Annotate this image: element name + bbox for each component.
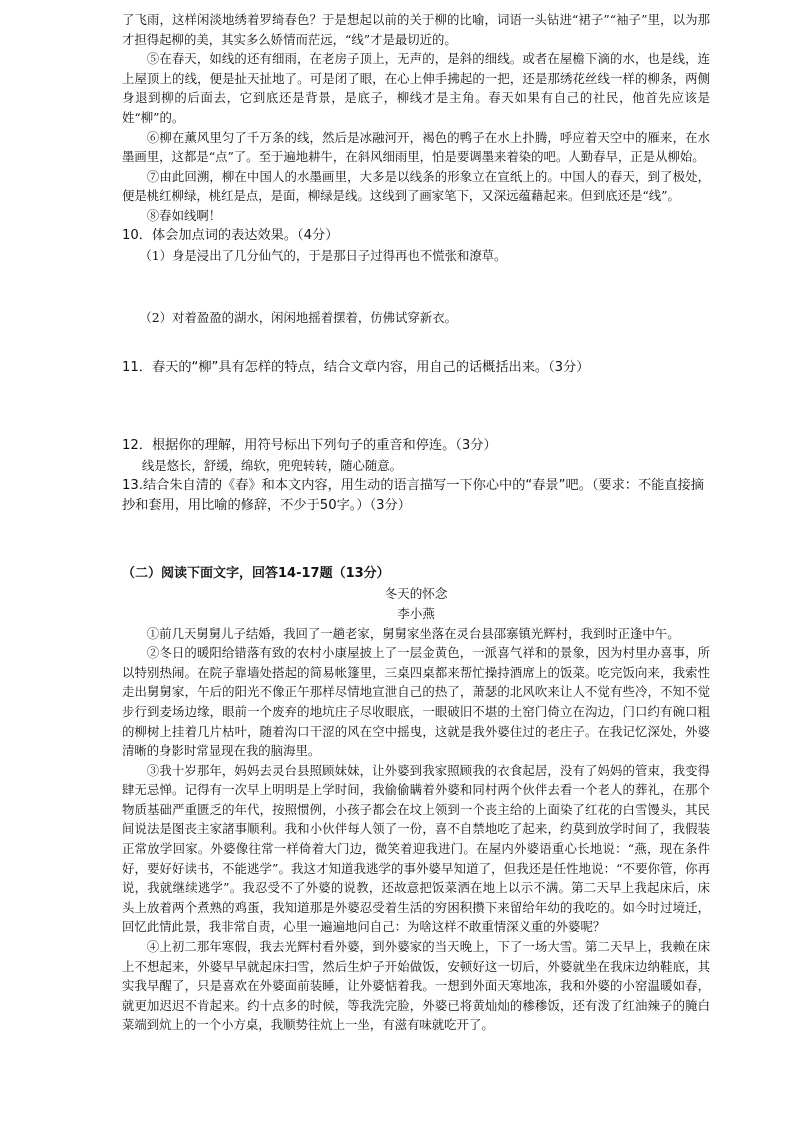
passage-paragraph: ⑦由此回溯，柳在中国人的水墨画里，大多是以线条的形象立在宣纸上的。中国人的春天，到了极处，便是桃红柳绿，桃红是点，是面，柳绿是线。这线到了画家笔下，又深远蕴藉起来。但到底还是“线”。 [122,168,710,204]
article-paragraph: ④上初二那年寒假，我去光辉村看外婆，到外婆家的当天晚上，下了一场大雪。第二天早上，我赖在床上不想起来，外婆早早就起床扫雪，然后生炉子开始做饭，安顿好这一切后，外婆就坐在我床边纳鞋底，其实我早醒了，只是喜欢在外婆面前装睡，让外婆惦着我。一想到外面天寒地冻，我和外婆的小窑温暖如春，就更加迟迟不肯起来。约十点多的时候，等我洗完脸，外婆已将黄灿灿的䅟䅟饭，还有泼了红油辣子的腌白菜端到炕上的一个小方桌，我顺势往炕上一坐，有滋有味就吃开了。 [122,939,710,1033]
passage-paragraph: ⑤在春天，如线的还有细雨，在老房子顶上，无声的，是斜的细线。或者在屋檐下滴的水，也是线，连上屋顶上的线，便是扯天扯地了。可是闭了眼，在心上伸手拂起的一把，还是那绣花丝线一样的柳条，两侧身退到柳的后面去，它到底还是背景，是底子，柳线才是主角。春天如果有自己的社民，他首先应该是姓“柳”的。 [122,51,710,125]
answer-space [122,328,710,358]
question-13-title: 13.结合朱自清的《春》和本文内容，用生动的语言描写一下你心中的“春景”吧。（要求：不能直接摘抄和套用，用比喻的修辞，不少于50字。）（3分） [122,477,704,513]
article-paragraph: ①前几天舅舅儿子结婚，我回了一趟老家，舅舅家坐落在灵台县邵寨镇光辉村，我到时正逢中午。 [146,625,680,641]
answer-space [122,266,710,308]
passage-paragraph: ⑧春如线啊！ [146,207,222,223]
question-12-title: 12．根据你的理解，用符号标出下列句子的重音和停连。（3分） [122,437,497,453]
passage-paragraph: 了飞雨，这样闲淡地绣着罗绮春色？于是想起以前的关于柳的比喻，词语一头钻进“裙子”“袖子”里，以为那才担得起柳的美，其实多么娇情而茫远，“线”才是最切近的。 [122,12,710,47]
article-author: 李小燕 [397,605,435,621]
question-11-title: 11．春天的“柳”具有怎样的特点，结合文章内容，用自己的话概括出来。（3分） [122,359,590,375]
article-title: 冬天的怀念 [384,585,448,601]
question-10-item: （2）对着盈盈的湖水，闲闲地摇着摆着，仿佛试穿新衣。 [139,309,458,325]
article-paragraph: ③我十岁那年，妈妈去灵台县照顾妹妹，让外婆到我家照顾我的衣食起居，没有了妈妈的管束，我变得肆无忌惮。记得有一次早上明明是上学时间，我偷偷瞒着外婆和同村两个伙伴去看一个老人的葬礼，在那个物质基础严重匮乏的年代，按照惯例，小孩子都会在坟上领到一个丧主给的上面染了红花的白雪馒头，其民间说法是图丧主家諸事顺利。我和小伙伴每人领了一份，喜不自禁地吃了起来，约莫到放学时间了，我假装正常放学回家。外婆像往常一样倚着大门边，微笑着迎我进门。在屋内外婆语重心长地说：“燕，现在条件好，要好好读书，不能逃学”。我这才知道我逃学的事外婆早知道了，但我还是任性地说：“不要你管，你再说，我就继续逃学”。我忍受不了外婆的说教，还故意把饭菜洒在地上以示不满。第二天早上我起床后，床头上放着两个煮熟的鸡蛋，我知道那是外婆忍受着生活的穷困积攒下来留给年幼的我吃的。如今时过境迁，回忆此情此景，我非常自责，心里一遍遍地问自己：为啥这样不敢重情深义重的外婆呢？ [122,762,710,935]
section-2-heading: （二）阅读下面文字，回答14-17题（13分） [122,565,390,581]
answer-space [122,378,710,420]
question-10-item: （1）身是浸出了几分仙气的，于是那日子过得再也不慌张和潦草。 [139,247,507,263]
passage-paragraph: ⑥柳在薰风里匀了千万条的线，然后是冰融河开，褐色的鸭子在水上扑腾，呼应着天空中的雁来，在水墨画里，这都是“点”了。至于遍地耕牛，在斜风细雨里，怕是要调墨来着染的吧。人勤春早，正是从柳始。 [122,129,710,165]
question-12-sentence: 线是悠长，舒缓，绵软，兜兜转转，随心随意。 [141,457,403,473]
article-paragraph: ②冬日的暖阳给错落有致的农村小康屋披上了一层金黄色，一派喜气祥和的景象，因为村里办喜事，所以特别热闹。在院子靠墙处搭起的简易帐篷里，三桌四桌都来帮忙操持酒席上的饭菜。吃完饭向来，我索性走出舅舅家，午后的阳光不像正午那样尽情地宣泄自己的热了，萧瑟的北风吹来让人不觉有些冷，不知不觉步行到麦场边缘，眼前一个废弃的地坑庄子尽收眼底，一眼破旧不堪的土窑门倚立在沟边，门口约有碗口粗的柳树上挂着几片枯叶，随着沟口干涩的风在空中摇曳，这就是我外婆住过的老庄子。在我记忆深处，外婆清晰的身影时常显现在我的脑海里。 [122,645,710,759]
question-10-title: 10．体会加点词的表达效果。（4分） [122,227,339,243]
